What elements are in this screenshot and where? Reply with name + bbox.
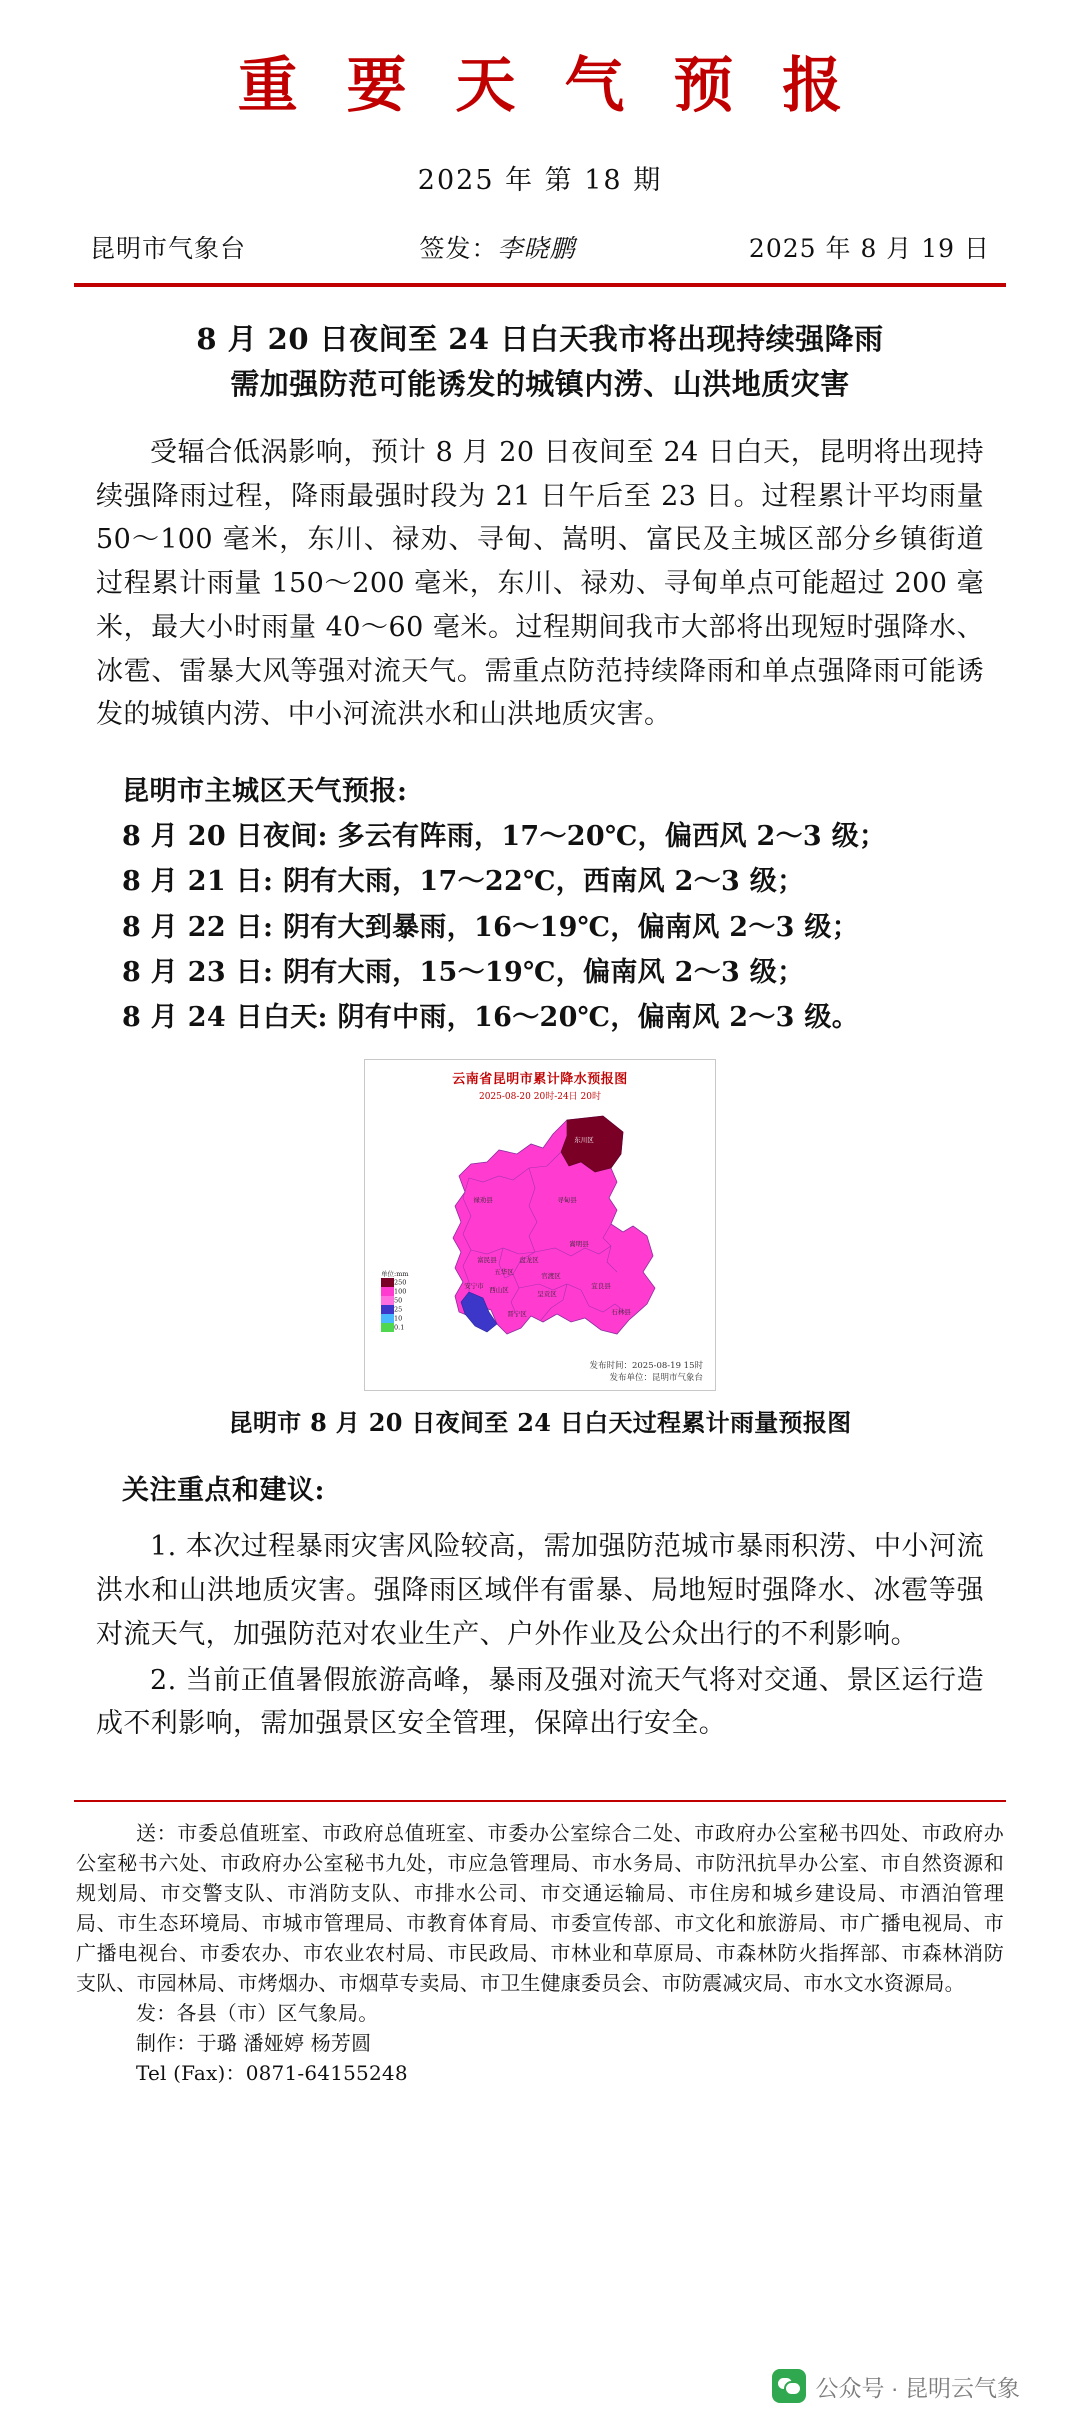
list-item (122, 905, 984, 950)
forecast-detail: 阴有大雨，15～19℃，偏南风 2～3 级； (282, 957, 805, 989)
issue-number: 2025 年 第 18 期 (417, 165, 663, 196)
district-label-panlong: 盘龙区 (519, 1255, 539, 1264)
district-label-chenggong: 呈贡区 (537, 1289, 557, 1298)
district-label-shilin: 石林县 (611, 1307, 631, 1316)
headline-line-1: 8 月 20 日夜间至 24 日白天我市将出现持续强降雨 (196, 322, 884, 356)
watermark (772, 2369, 1020, 2403)
headline (0, 287, 1080, 413)
legend-value: 50 (394, 1296, 403, 1305)
legend-row (381, 1278, 427, 1287)
page-title: 重 要 天 气 预 报 (237, 51, 857, 121)
legend-row (381, 1305, 427, 1314)
map-subtitle: 2025-08-20 20时-24日 20时 (478, 1091, 601, 1102)
meta-row (0, 207, 1080, 277)
signer-label: 签发： (419, 234, 498, 263)
list-item (122, 950, 984, 995)
rainfall-map (364, 1059, 716, 1392)
map-issue-unit: 发布单位：昆明市气象台 (609, 1373, 703, 1384)
map-canvas (371, 1106, 711, 1358)
forecast-detail: 阴有大雨，17～22℃，西南风 2～3 级； (282, 866, 805, 898)
forecast-detail: 阴有中雨，16～20℃，偏南风 2～3 级。 (337, 1002, 860, 1034)
forecast-day: 8 月 21 日: (122, 866, 274, 898)
forecast-detail: 多云有阵雨，17～20℃，偏西风 2～3 级； (337, 821, 887, 853)
list-item (122, 859, 984, 904)
legend-row (381, 1296, 427, 1305)
map-title: 云南省昆明市累计降水预报图 (452, 1071, 628, 1087)
body-paragraph-1: 受辐合低涡影响，预计 8 月 20 日夜间至 24 日白天，昆明将出现持续强降雨过程，降雨最强时段为 21 日午后至 23 日。过程累计平均雨量 50～100 毫米，东川、禄劝、寻甸、嵩明、富民及主城区部分乡镇街道过程累计雨量 150～200 毫米，东川、禄劝、寻甸单点可能超过 200 毫米，最大小时雨量 40～60 毫米。过程期间我市大部将出现短时强降水、冰雹、雷暴大风等强对流天气。需重点防范持续降雨和单点强降雨可能诱发的城镇内涝、中小河流洪水和山洪地质灾害。 (96, 436, 984, 731)
legend-row (381, 1314, 427, 1323)
district-label-guandu: 官渡区 (541, 1271, 561, 1280)
map-footer (371, 1358, 709, 1385)
footer-dispatch-line: 发：各县（市）区气象局。 (136, 2001, 379, 2026)
legend-unit: 单位:mm (381, 1270, 409, 1278)
legend-value: 25 (394, 1305, 403, 1314)
footer-send-line: 送：市委总值班室、市政府总值班室、市委办公室综合二处、市政府办公室秘书四处、市政府办公室秘书六处、市政府办公室秘书九处，市应急管理局、市水务局、市防汛抗旱办公室、市自然资源和规划局、市交警支队、市消防支队、市排水公司、市交通运输局、市住房和城乡建设局、市酒泊管理局、市生态环境局、市城市管理局、市教育体育局、市委宣传部、市文化和旅游局、市广播电视局、市广播电视台、市委农办、市农业农村局、市民政局、市林业和草原局、市森林防火指挥部、市森林消防支队、市园林局、市烤烟办、市烟草专卖局、市卫生健康委员会、市防震减灾局、市水文水资源局。 (76, 1821, 1004, 1996)
district-label-xishan: 西山区 (489, 1285, 509, 1294)
footer-tel-line: Tel (Fax)：0871-64155248 (136, 2061, 408, 2086)
legend-swatch (381, 1314, 394, 1323)
forecast-list (0, 808, 1080, 1041)
district-label-luquan: 禄劝县 (473, 1195, 493, 1204)
district-label-jinning: 晋宁区 (507, 1309, 527, 1318)
legend-value: 250 (394, 1278, 407, 1287)
map-legend (381, 1271, 427, 1332)
forecast-day: 8 月 20 日夜间: (122, 821, 328, 853)
forecast-day: 8 月 24 日白天: (122, 1002, 328, 1034)
district-label-dongchuan: 东川区 (574, 1135, 594, 1144)
focus-section (0, 1507, 1080, 1746)
rainfall-figure (0, 1059, 1080, 1439)
issue-date: 2025 年 8 月 19 日 (748, 234, 990, 263)
footer-maker-line: 制作：于璐 潘娅婷 杨芳圆 (136, 2031, 372, 2056)
legend-swatch (381, 1323, 394, 1332)
forecast-subhead: 昆明市主城区天气预报: (122, 776, 408, 808)
figure-caption: 昆明市 8 月 20 日夜间至 24 日白天过程累计雨量预报图 (228, 1408, 852, 1438)
legend-row (381, 1323, 427, 1332)
signer-block (246, 229, 749, 265)
signer-name: 李晓鹏 (497, 234, 576, 263)
focus-item-2: 2. 当前正值暑假旅游高峰，暴雨及强对流天气将对交通、景区运行造成不利影响，需加强景区安全管理，保障出行安全。 (96, 1664, 984, 1740)
district-label-fumin: 富民县 (477, 1255, 497, 1264)
legend-swatch (381, 1296, 394, 1305)
legend-value: 0.1 (394, 1323, 405, 1332)
district-label-wuhua: 五华区 (494, 1267, 514, 1276)
list-item (122, 995, 984, 1040)
wechat-icon (772, 2369, 806, 2403)
legend-value: 10 (394, 1314, 403, 1323)
legend-swatch (381, 1305, 394, 1314)
district-label-anning: 安宁市 (464, 1281, 484, 1290)
forecast-day: 8 月 22 日: (122, 911, 274, 943)
focus-subhead: 关注重点和建议: (122, 1475, 325, 1507)
district-label-songming: 嵩明县 (569, 1239, 589, 1248)
focus-item-1: 1. 本次过程暴雨灾害风险较高，需加强防范城市暴雨积涝、中小河流洪水和山洪地质灾害。强降雨区域伴有雷暴、局地短时强降水、冰雹等强对流天气，加强防范对农业生产、户外作业及公众出行的不利影响。 (96, 1531, 984, 1650)
legend-swatch (381, 1278, 394, 1287)
forecast-detail: 阴有大到暴雨，16～19℃，偏南风 2～3 级； (282, 911, 860, 943)
legend-swatch (381, 1287, 394, 1296)
legend-value: 100 (394, 1287, 407, 1296)
district-label-yiliang: 宜良县 (591, 1281, 611, 1290)
watermark-text: 公众号 · 昆明云气象 (815, 2374, 1020, 2401)
map-issue-time: 发布时间：2025-08-19 15时 (589, 1360, 703, 1371)
forecast-day: 8 月 23 日: (122, 957, 274, 989)
footer (0, 1802, 1080, 2088)
headline-line-2: 需加强防范可能诱发的城镇内涝、山洪地质灾害 (230, 366, 850, 401)
legend-row (381, 1287, 427, 1296)
list-item (122, 814, 984, 859)
issuing-office: 昆明市气象台 (90, 234, 247, 263)
body-paragraph-section (0, 413, 1080, 737)
heavy-rain-zone (561, 1116, 623, 1172)
district-label-xundian: 寻甸县 (557, 1195, 577, 1204)
